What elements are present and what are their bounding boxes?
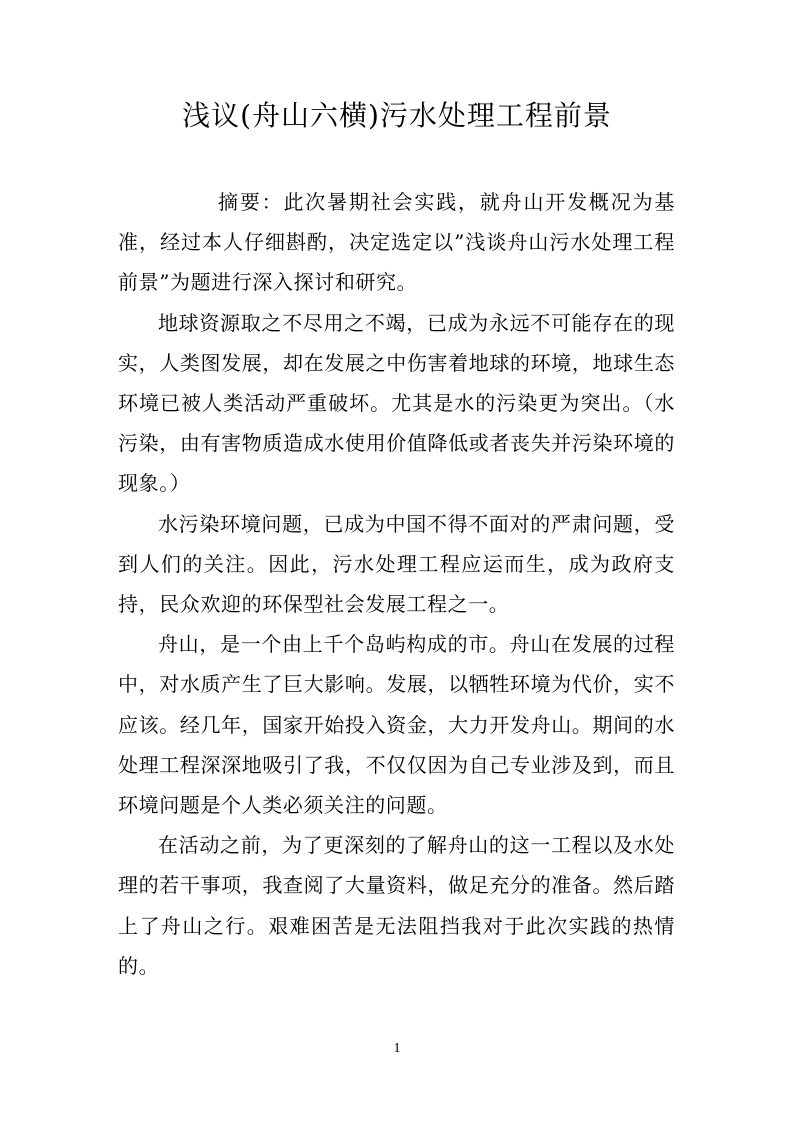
page-number: 1 xyxy=(393,1041,401,1056)
body-paragraph: 在活动之前，为了更深刻的了解舟山的这一工程以及水处理的若干事项，我查阅了大量资料，做足充分的准备。然后踏上了舟山之行。艰难困苦是无法阻挡我对于此次实践的热情的。 xyxy=(118,833,675,978)
document-title: 浅议(舟山六横)污水处理工程前景 xyxy=(182,99,612,132)
body-paragraph: 水污染环境问题，已成为中国不得不面对的严肃问题，受到人们的关注。因此，污水处理工程应运而生，成为政府支持，民众欢迎的环保型社会发展工程之一。 xyxy=(118,511,675,617)
body-paragraph: 舟山，是一个由上千个岛屿构成的市。舟山在发展的过程中，对水质产生了巨大影响。发展，以牺牲环境为代价，实不应该。经几年，国家开始投入资金，大力开发舟山。期间的水处理工程深深地吸引了我，不仅仅因为自己专业涉及到，而且环境问题是个人类必须关注的问题。 xyxy=(118,632,675,818)
abstract-paragraph: 摘要：此次暑期社会实践，就舟山开发概况为基准，经过本人仔细斟酌，决定选定以”浅谈舟山污水处理工程前景”为题进行深入探讨和研究。 xyxy=(118,190,675,295)
body-paragraph: 地球资源取之不尽用之不竭，已成为永远不可能存在的现实，人类图发展，却在发展之中伤害着地球的环境，地球生态环境已被人类活动严重破坏。尤其是水的污染更为突出。（水污染，由有害物质造成水使用价值降低或者丧失并污染环境的现象。） xyxy=(118,310,675,496)
document-body xyxy=(118,182,675,986)
